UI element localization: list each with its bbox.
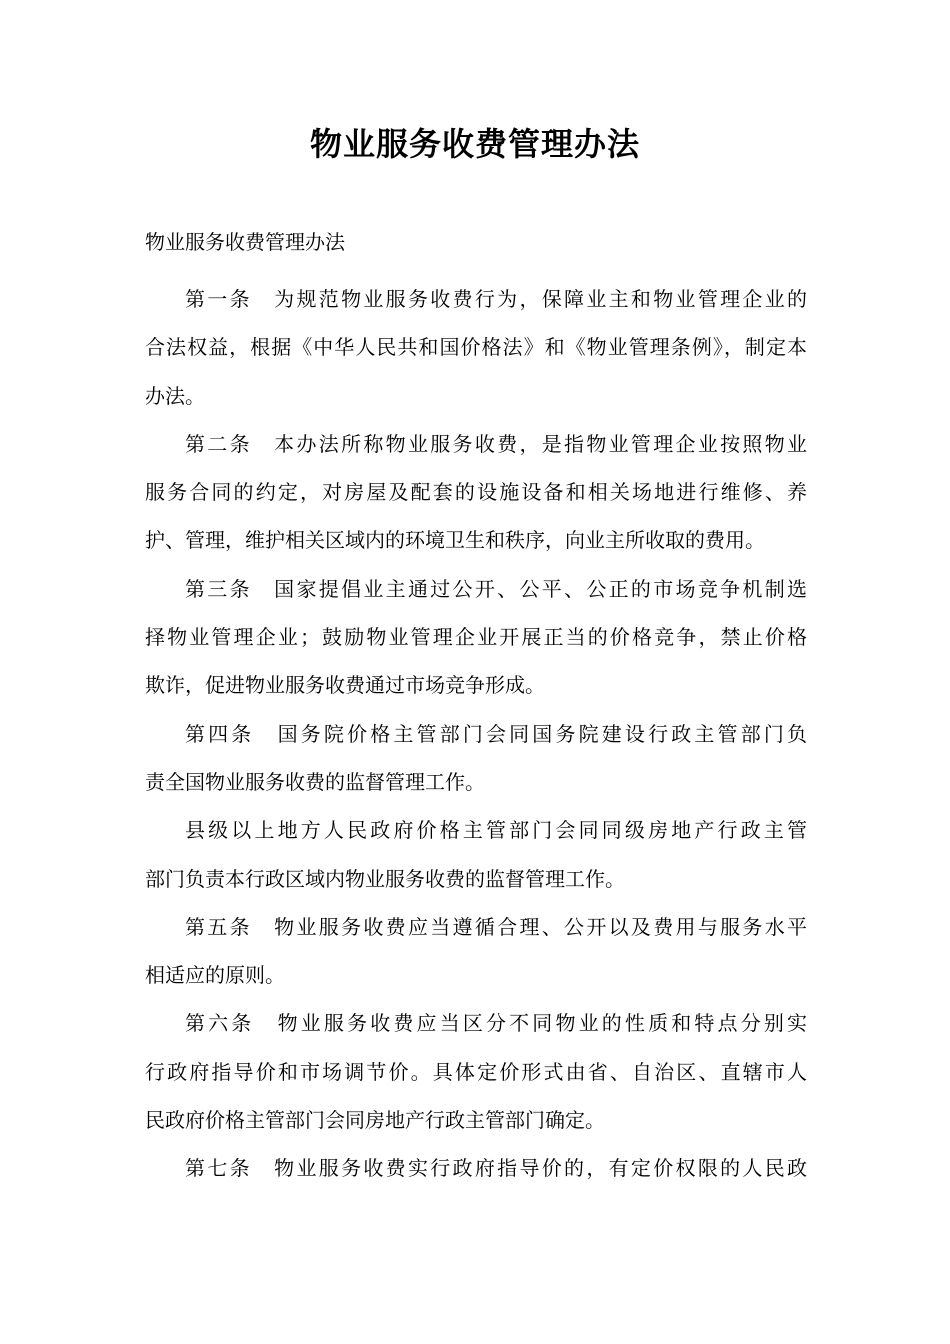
paragraph-line: 民政府价格主管部门会同房地产行政主管部门确定。	[145, 1108, 605, 1133]
document-body	[145, 275, 807, 1193]
paragraph-line: 第四条 国务院价格主管部门会同国务院建设行政主管部门负	[185, 721, 807, 746]
article-paragraph	[145, 903, 807, 1000]
document-subtitle: 物业服务收费管理办法	[145, 230, 345, 254]
paragraph-line: 第七条 物业服务收费实行政府指导价的，有定价权限的人民政	[185, 1156, 807, 1181]
article-paragraph	[145, 806, 807, 903]
article-paragraph	[145, 275, 807, 420]
paragraph-line: 择物业管理企业；鼓励物业管理企业开展正当的价格竞争，禁止价格	[145, 625, 807, 650]
paragraph-line: 第三条 国家提倡业主通过公开、公平、公正的市场竞争机制选	[185, 576, 807, 601]
paragraph-line: 第六条 物业服务收费应当区分不同物业的性质和特点分别实	[185, 1011, 807, 1036]
paragraph-line: 第二条 本办法所称物业服务收费，是指物业管理企业按照物业	[185, 431, 807, 456]
paragraph-line: 责全国物业服务收费的监督管理工作。	[145, 769, 485, 794]
document-title: 物业服务收费管理办法	[309, 125, 640, 163]
paragraph-line: 办法。	[145, 383, 205, 408]
paragraph-line: 护、管理，维护相关区域内的环境卫生和秩序，向业主所收取的费用。	[145, 528, 765, 553]
article-paragraph	[145, 999, 807, 1144]
paragraph-line: 县级以上地方人民政府价格主管部门会同同级房地产行政主管	[185, 818, 807, 843]
paragraph-line: 行政府指导价和市场调节价。具体定价形式由省、自治区、直辖市人	[145, 1059, 807, 1084]
paragraph-line: 相适应的原则。	[145, 963, 285, 988]
paragraph-line: 部门负责本行政区域内物业服务收费的监督管理工作。	[145, 866, 625, 891]
paragraph-line: 欺诈，促进物业服务收费通过市场竞争形成。	[145, 673, 545, 698]
article-paragraph	[145, 565, 807, 710]
article-paragraph	[145, 1144, 807, 1192]
paragraph-line: 第一条 为规范物业服务收费行为，保障业主和物业管理企业的	[185, 287, 807, 311]
paragraph-line: 第五条 物业服务收费应当遵循合理、公开以及费用与服务水平	[185, 914, 807, 939]
paragraph-line: 合法权益，根据《中华人民共和国价格法》和《物业管理条例》，制定本	[145, 335, 807, 360]
article-paragraph	[145, 710, 807, 807]
article-paragraph	[145, 420, 807, 565]
paragraph-line: 服务合同的约定，对房屋及配套的设施设备和相关场地进行维修、养	[145, 480, 807, 505]
